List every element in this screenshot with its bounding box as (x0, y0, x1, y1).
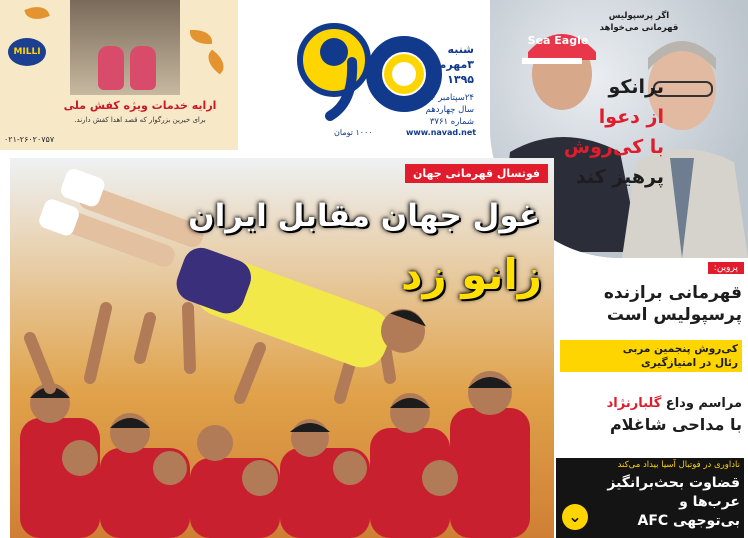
date-persian: ۳مهرماه (428, 58, 474, 71)
sidebar-yellow-headline[interactable] (560, 340, 742, 372)
dark-box-headline (607, 474, 740, 531)
website-link[interactable]: www.navad.net (406, 128, 477, 137)
section-tag: فوتسال قهرمانی جهان (405, 164, 548, 183)
chevron-down-icon[interactable]: ⌄ (562, 504, 588, 530)
main-headline-secondary[interactable]: زانو زد (400, 250, 542, 299)
sidebar-news (556, 258, 748, 538)
sidebar-label: پروین: (708, 262, 744, 274)
headline-line: رئال در امتیازگیری (641, 357, 738, 369)
ad-shoes-photo (70, 0, 180, 95)
headline-part-red: گلبارنژاد (606, 396, 662, 411)
headline-line: بی‌توجهی AFC (637, 513, 740, 529)
autumn-leaf-icon (24, 3, 49, 24)
issue-date (429, 42, 474, 87)
headline-line: برانکو (608, 76, 664, 98)
top-story-kicker: اگر پرسپولیس قهرمانی می‌خواهد (599, 11, 679, 33)
headline-line: پرهیز کند (575, 166, 664, 188)
main-story[interactable] (10, 158, 554, 538)
ad-phone: ۰۲۱-۲۶۰۲۰۷۵۷ (4, 135, 55, 144)
headline-line: عرب‌ها و (679, 494, 740, 510)
headline-line: پرسپولیس است (606, 305, 742, 325)
headline-line: از دعوا (598, 106, 664, 128)
headline-part: مراسم وداع (661, 396, 742, 411)
autumn-leaf-icon (203, 50, 229, 75)
masthead (238, 0, 490, 150)
advertisement[interactable] (0, 0, 238, 150)
ad-title: ارایه خدمات ویژه کفش ملی (63, 99, 217, 112)
main-headline[interactable]: غول جهان مقابل ایران (188, 198, 540, 234)
sidebar-headline-mourning[interactable]: با مداحی شاغلام (609, 415, 742, 434)
ad-subtitle: برای خیرین بزرگوار که قصد اهدا کفش دارند. (74, 116, 206, 124)
sidebar-dark-box[interactable] (556, 458, 744, 538)
sidebar-headline-parvin[interactable] (604, 282, 742, 326)
autumn-leaf-icon (190, 30, 212, 44)
headline-line: قهرمانی برازنده (603, 283, 742, 303)
cap-text: Sea Eagle (527, 34, 589, 47)
date-gregorian: ۲۴سپتامبر ۲۰۱۶ (417, 93, 474, 103)
top-story-headline[interactable] (564, 72, 664, 192)
day-label: شنبه (447, 43, 474, 56)
year-persian: ۱۳۹۵ (447, 73, 474, 86)
sidebar-headline-farewell[interactable] (607, 394, 742, 414)
issue-info (417, 92, 474, 128)
dark-box-kicker: ناداوری در فوتبال آسیا بیداد می‌کند (617, 460, 740, 470)
issue-number: شماره ۳۷۶۱ (429, 117, 474, 127)
headline-line: کی‌روش پنجمین مربی (622, 343, 738, 355)
shoe-left (98, 46, 124, 90)
headline-line: با کی‌روش (563, 136, 664, 158)
year-of-publication: سال چهاردهم (425, 105, 474, 115)
price: ۱۰۰۰ تومان (334, 128, 373, 137)
headline-line: قضاوت بحث‌برانگیز (607, 475, 740, 491)
milli-shoe-logo: MILLI (8, 38, 46, 66)
shoe-right (130, 46, 156, 90)
